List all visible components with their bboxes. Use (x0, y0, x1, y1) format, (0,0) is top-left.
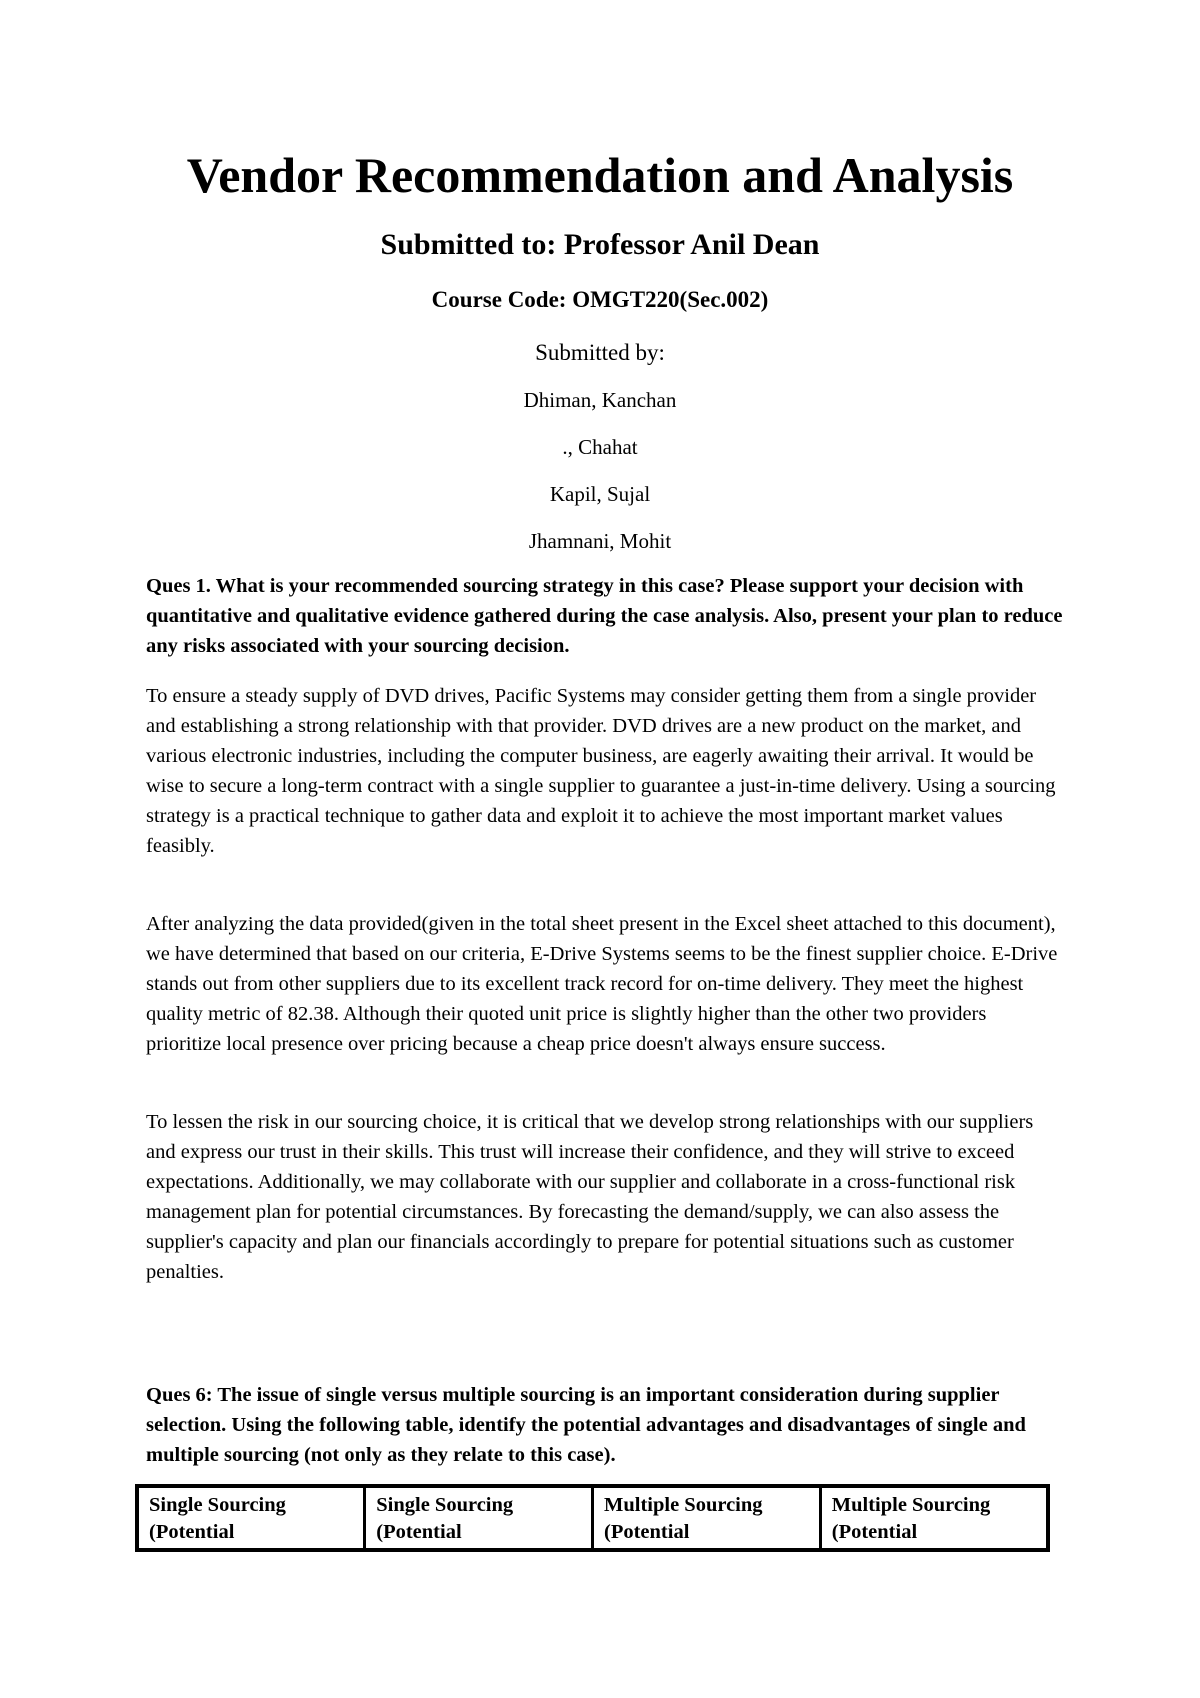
author-name: Kapil, Sujal (549, 482, 651, 506)
submitted-by-label: Submitted by: (535, 340, 665, 365)
course-code: Course Code: OMGT220(Sec.002) (431, 287, 769, 312)
table-header-cell: Multiple Sourcing (Potential (820, 1486, 1048, 1550)
table-header-cell: Multiple Sourcing (Potential (593, 1486, 821, 1550)
question-1: Ques 1. What is your recommended sourcing strategy in this case? Please support your decision with quantitative and qualitative evidence gathered during the case analysis. Also, present your plan to reduce any risks associated with your sourcing decision. (146, 575, 1063, 657)
document-title: Vendor Recommendation and Analysis (186, 147, 1014, 203)
submitted-to: Submitted to: Professor Anil Dean (380, 228, 820, 261)
author-name: Jhamnani, Mohit (528, 529, 672, 553)
table-header-row (137, 1486, 1048, 1550)
table-header-cell: Single Sourcing (Potential (365, 1486, 593, 1550)
author-name: Dhiman, Kanchan (523, 388, 677, 412)
table-header-cell: Single Sourcing (Potential (137, 1486, 365, 1550)
answer-paragraph: To lessen the risk in our sourcing choice, it is critical that we develop strong relationships with our suppliers and express our trust in their skills. This trust will increase their confidence, and they will strive to exceed expectations. Additionally, we may collaborate with our supplier and collaborate in a cross-functional risk management plan for potential circumstances. By forecasting the demand/supply, we can also assess the supplier's capacity and plan our financials accordingly to prepare for potential situations such as customer penalties. (146, 1111, 1034, 1283)
answer-paragraph: After analyzing the data provided(given in the total sheet present in the Excel sheet attached to this document), we have determined that based on our criteria, E-Drive Systems seems to be the finest supplier choice. E-Drive stands out from other suppliers due to its excellent track record for on-time delivery. They meet the highest quality metric of 82.38. Although their quoted unit price is slightly higher than the other two providers prioritize local presence over pricing because a cheap price doesn't always ensure success. (146, 913, 1058, 1055)
author-name: ., Chahat (562, 435, 638, 459)
sourcing-comparison-table (135, 1484, 1050, 1552)
answer-paragraph: To ensure a steady supply of DVD drives, Pacific Systems may consider getting them from a single provider and establishing a strong relationship with that provider. DVD drives are a new product on the market, and various electronic industries, including the computer business, are eagerly awaiting their arrival. It would be wise to secure a long-term contract with a single supplier to guarantee a just-in-time delivery. Using a sourcing strategy is a practical technique to gather data and exploit it to achieve the most important market values feasibly. (146, 685, 1056, 857)
question-6: Ques 6: The issue of single versus multiple sourcing is an important consideration during supplier selection. Using the following table, identify the potential advantages and disadvantages of single and multiple sourcing (not only as they relate to this case). (146, 1384, 1026, 1466)
